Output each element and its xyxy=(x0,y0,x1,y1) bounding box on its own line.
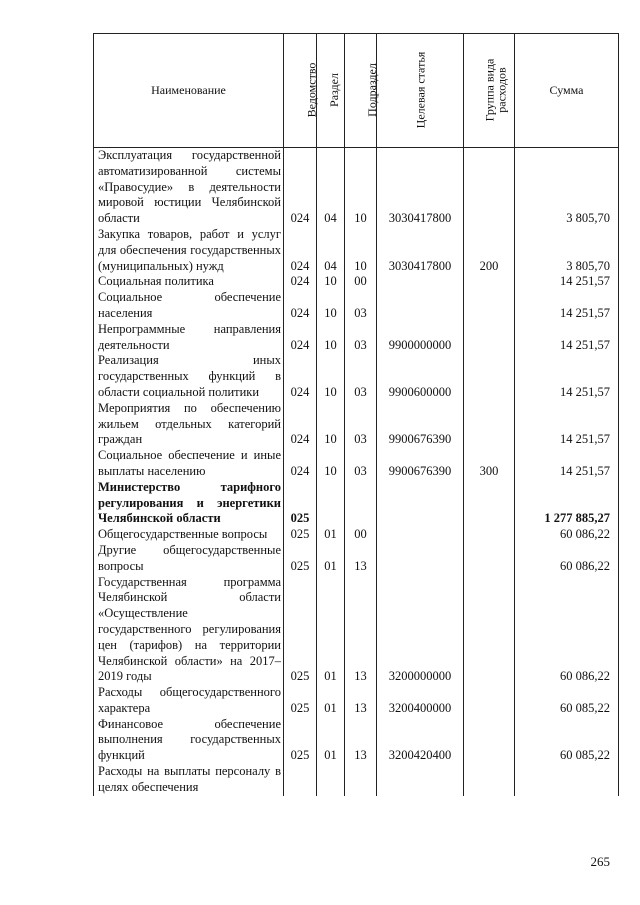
cell-gruppa xyxy=(464,575,515,686)
cell-name: Эксплуатация государственной автоматизированной системы «Правосудие» в деятельности мировой юстиции Челябинской области xyxy=(94,148,284,227)
cell-celevaya: 3200000000 xyxy=(377,575,464,686)
cell-vedomstvo: 025 xyxy=(284,480,317,527)
header-gruppa xyxy=(464,34,515,148)
cell-podrazdel: 03 xyxy=(345,290,377,322)
cell-celevaya xyxy=(377,527,464,543)
cell-celevaya: 3200400000 xyxy=(377,685,464,717)
cell-podrazdel: 13 xyxy=(345,717,377,764)
cell-razdel: 10 xyxy=(317,274,345,290)
cell-gruppa: 200 xyxy=(464,227,515,274)
cell-summa: 60 086,22 xyxy=(515,543,619,575)
header-vedomstvo xyxy=(284,34,317,148)
header-name xyxy=(94,34,284,148)
cell-summa: 14 251,57 xyxy=(515,274,619,290)
cell-name: Общегосударственные вопросы xyxy=(94,527,284,543)
table-row xyxy=(94,322,619,354)
cell-podrazdel xyxy=(345,764,377,796)
cell-name: Социальное обеспечение и иные выплаты населению xyxy=(94,448,284,480)
cell-summa: 60 085,22 xyxy=(515,717,619,764)
cell-celevaya xyxy=(377,290,464,322)
cell-vedomstvo: 024 xyxy=(284,290,317,322)
cell-celevaya: 3200420400 xyxy=(377,717,464,764)
page-number: 265 xyxy=(590,854,610,869)
cell-razdel: 04 xyxy=(317,148,345,227)
table-header-row xyxy=(94,34,619,148)
cell-podrazdel: 13 xyxy=(345,685,377,717)
header-razdel xyxy=(317,34,345,148)
cell-razdel xyxy=(317,480,345,527)
cell-vedomstvo: 025 xyxy=(284,717,317,764)
table-row xyxy=(94,227,619,274)
cell-razdel: 01 xyxy=(317,527,345,543)
table-row xyxy=(94,148,619,227)
cell-celevaya xyxy=(377,480,464,527)
header-celevaya-label: Целевая статья xyxy=(412,51,427,129)
cell-summa: 1 277 885,27 xyxy=(515,480,619,527)
cell-vedomstvo: 024 xyxy=(284,401,317,448)
table-row xyxy=(94,401,619,448)
cell-vedomstvo xyxy=(284,764,317,796)
header-summa-label: Сумма xyxy=(549,83,584,97)
cell-celevaya: 3030417800 xyxy=(377,148,464,227)
cell-podrazdel: 00 xyxy=(345,527,377,543)
cell-celevaya: 9900600000 xyxy=(377,353,464,400)
cell-summa: 14 251,57 xyxy=(515,401,619,448)
cell-podrazdel: 03 xyxy=(345,401,377,448)
cell-vedomstvo: 025 xyxy=(284,543,317,575)
cell-name: Расходы общегосударственного характера xyxy=(94,685,284,717)
cell-celevaya: 9900676390 xyxy=(377,448,464,480)
cell-summa: 14 251,57 xyxy=(515,290,619,322)
cell-name: Министерство тарифного регулирования и энергетики Челябинской области xyxy=(94,480,284,527)
cell-razdel: 01 xyxy=(317,717,345,764)
cell-summa: 14 251,57 xyxy=(515,322,619,354)
cell-name: Социальная политика xyxy=(94,274,284,290)
cell-podrazdel: 03 xyxy=(345,448,377,480)
table-row xyxy=(94,575,619,686)
cell-summa: 60 085,22 xyxy=(515,685,619,717)
header-razdel-label: Раздел xyxy=(326,73,341,107)
budget-table xyxy=(93,33,619,796)
cell-podrazdel xyxy=(345,480,377,527)
cell-razdel: 01 xyxy=(317,575,345,686)
cell-podrazdel: 13 xyxy=(345,543,377,575)
cell-razdel: 01 xyxy=(317,685,345,717)
cell-name: Финансовое обеспечение выполнения государственных функций xyxy=(94,717,284,764)
cell-podrazdel: 10 xyxy=(345,227,377,274)
header-gruppa-line2: расходов xyxy=(494,66,509,113)
cell-celevaya: 9900000000 xyxy=(377,322,464,354)
cell-summa: 60 086,22 xyxy=(515,575,619,686)
cell-vedomstvo: 024 xyxy=(284,148,317,227)
cell-summa: 60 086,22 xyxy=(515,527,619,543)
cell-summa: 3 805,70 xyxy=(515,227,619,274)
cell-razdel: 10 xyxy=(317,290,345,322)
cell-vedomstvo: 024 xyxy=(284,227,317,274)
cell-gruppa xyxy=(464,274,515,290)
cell-gruppa xyxy=(464,148,515,227)
cell-vedomstvo: 024 xyxy=(284,353,317,400)
cell-name: Закупка товаров, работ и услуг для обеспечения государственных (муниципальных) нужд xyxy=(94,227,284,274)
cell-vedomstvo: 025 xyxy=(284,527,317,543)
cell-vedomstvo: 025 xyxy=(284,685,317,717)
table-row xyxy=(94,480,619,527)
cell-razdel: 01 xyxy=(317,543,345,575)
cell-gruppa: 300 xyxy=(464,448,515,480)
table-row xyxy=(94,448,619,480)
cell-gruppa xyxy=(464,527,515,543)
cell-vedomstvo: 025 xyxy=(284,575,317,686)
header-celevaya xyxy=(377,34,464,148)
cell-name: Непрограммные направления деятельности xyxy=(94,322,284,354)
cell-gruppa xyxy=(464,685,515,717)
header-name-label: Наименование xyxy=(151,83,226,97)
cell-razdel xyxy=(317,764,345,796)
cell-celevaya xyxy=(377,543,464,575)
table-row xyxy=(94,290,619,322)
table-row xyxy=(94,527,619,543)
cell-celevaya: 9900676390 xyxy=(377,401,464,448)
cell-podrazdel: 03 xyxy=(345,322,377,354)
cell-gruppa xyxy=(464,401,515,448)
cell-gruppa xyxy=(464,764,515,796)
cell-summa xyxy=(515,764,619,796)
cell-summa: 3 805,70 xyxy=(515,148,619,227)
cell-celevaya: 3030417800 xyxy=(377,227,464,274)
cell-vedomstvo: 024 xyxy=(284,274,317,290)
cell-gruppa xyxy=(464,543,515,575)
cell-name: Расходы на выплаты персоналу в целях обеспечения xyxy=(94,764,284,796)
cell-celevaya xyxy=(377,764,464,796)
table-row xyxy=(94,353,619,400)
cell-celevaya xyxy=(377,274,464,290)
cell-gruppa xyxy=(464,322,515,354)
cell-vedomstvo: 024 xyxy=(284,448,317,480)
header-podrazdel xyxy=(345,34,377,148)
table-body xyxy=(94,148,619,796)
cell-razdel: 10 xyxy=(317,353,345,400)
table-row xyxy=(94,543,619,575)
cell-name: Государственная программа Челябинской области «Осуществление государственного регулирования цен (тарифов) на территории Челябинской области» на 2017–2019 годы xyxy=(94,575,284,686)
table-row xyxy=(94,685,619,717)
cell-razdel: 10 xyxy=(317,322,345,354)
table-row xyxy=(94,274,619,290)
header-summa xyxy=(515,34,619,148)
table-row xyxy=(94,764,619,796)
cell-gruppa xyxy=(464,480,515,527)
header-gruppa-line1: Группа вида xyxy=(482,58,497,121)
cell-razdel: 04 xyxy=(317,227,345,274)
cell-podrazdel: 00 xyxy=(345,274,377,290)
header-gruppa-label xyxy=(483,58,507,121)
cell-name: Другие общегосударственные вопросы xyxy=(94,543,284,575)
header-podrazdel-label: Подраздел xyxy=(364,63,379,117)
cell-razdel: 10 xyxy=(317,401,345,448)
table-row xyxy=(94,717,619,764)
cell-gruppa xyxy=(464,717,515,764)
cell-name: Реализация иных государственных функций в области социальной политики xyxy=(94,353,284,400)
cell-summa: 14 251,57 xyxy=(515,448,619,480)
header-vedomstvo-label: Ведомство xyxy=(304,62,319,118)
cell-name: Мероприятия по обеспечению жильем отдельных категорий граждан xyxy=(94,401,284,448)
cell-razdel: 10 xyxy=(317,448,345,480)
cell-podrazdel: 10 xyxy=(345,148,377,227)
cell-podrazdel: 13 xyxy=(345,575,377,686)
cell-podrazdel: 03 xyxy=(345,353,377,400)
cell-gruppa xyxy=(464,290,515,322)
cell-vedomstvo: 024 xyxy=(284,322,317,354)
cell-gruppa xyxy=(464,353,515,400)
cell-summa: 14 251,57 xyxy=(515,353,619,400)
cell-name: Социальное обеспечение населения xyxy=(94,290,284,322)
